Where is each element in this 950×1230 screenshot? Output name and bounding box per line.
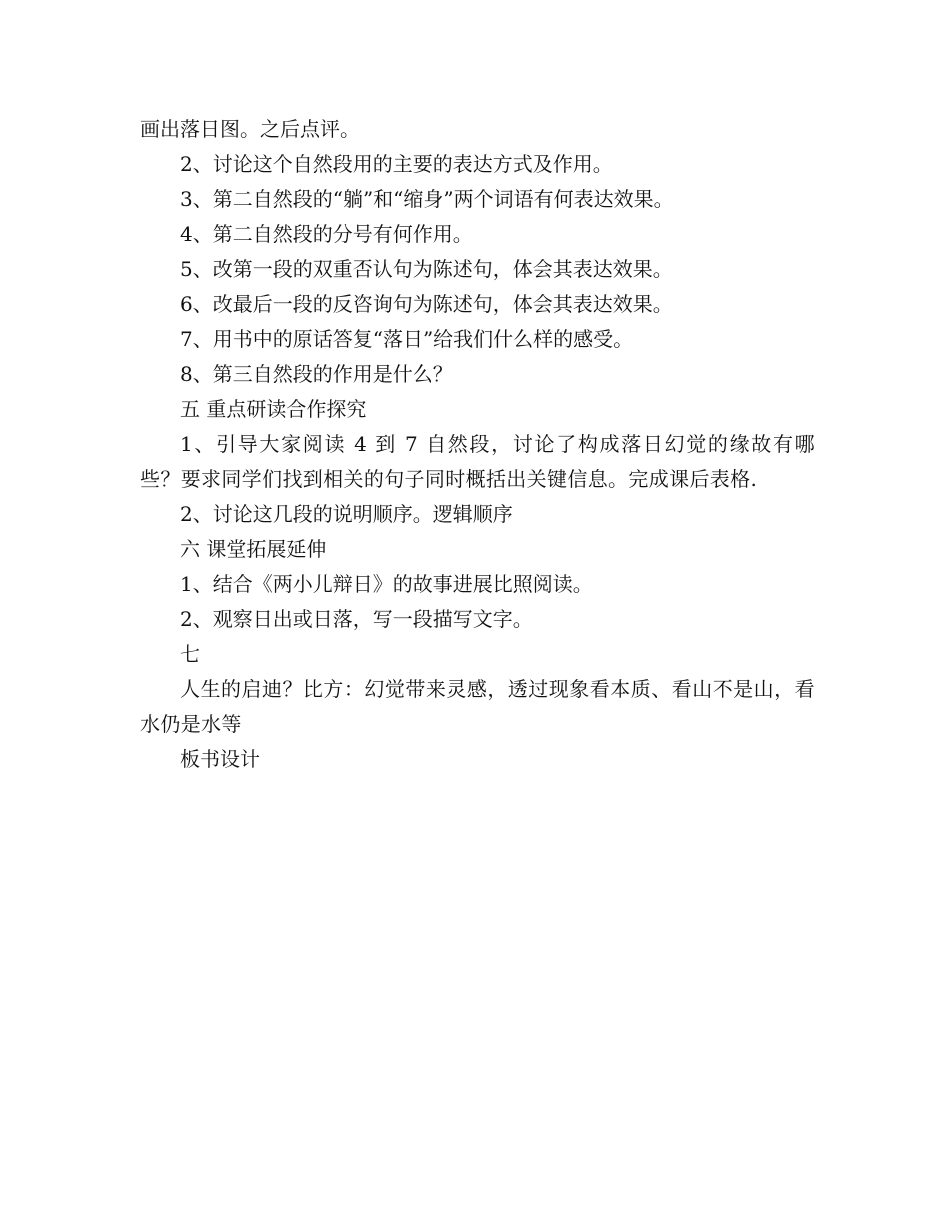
question-item: 2、讨论这几段的说明顺序。逻辑顺序 [180, 502, 513, 526]
question-item: 4、第二自然段的分号有何作用。 [180, 222, 473, 246]
question-item: 3、第二自然段的“躺”和“缩身”两个词语有何表达效果。 [180, 187, 674, 211]
section-heading: 五 重点研读合作探究 [180, 397, 367, 421]
section-heading: 六 课堂拓展延伸 [180, 537, 327, 561]
paragraph: 1、引导大家阅读 4 到 7 自然段，讨论了构成落日幻觉的缘故有哪些？要求同学们找到相关的句子同时概括出关键信息。完成课后表格. [140, 432, 815, 491]
question-item: 6、改最后一段的反咨询句为陈述句，体会其表达效果。 [180, 292, 673, 316]
paragraph: 人生的启迪？比方：幻觉带来灵感，透过现象看本质、看山不是山，看水仍是水等 [140, 677, 815, 736]
question-item: 1、结合《两小儿辩日》的故事进展比照阅读。 [180, 572, 593, 596]
section-heading: 板书设计 [180, 747, 260, 771]
text-line: 画出落日图。之后点评。 [140, 117, 360, 141]
question-item: 2、观察日出或日落，写一段描写文字。 [180, 607, 533, 631]
question-item: 8、第三自然段的作用是什么？ [180, 362, 453, 386]
section-heading: 七 [180, 642, 200, 666]
question-item: 2、讨论这个自然段用的主要的表达方式及作用。 [180, 152, 613, 176]
question-item: 5、改第一段的双重否认句为陈述句，体会其表达效果。 [180, 257, 673, 281]
document-body [140, 112, 815, 777]
question-item: 7、用书中的原话答复“落日”给我们什么样的感受。 [180, 327, 634, 351]
